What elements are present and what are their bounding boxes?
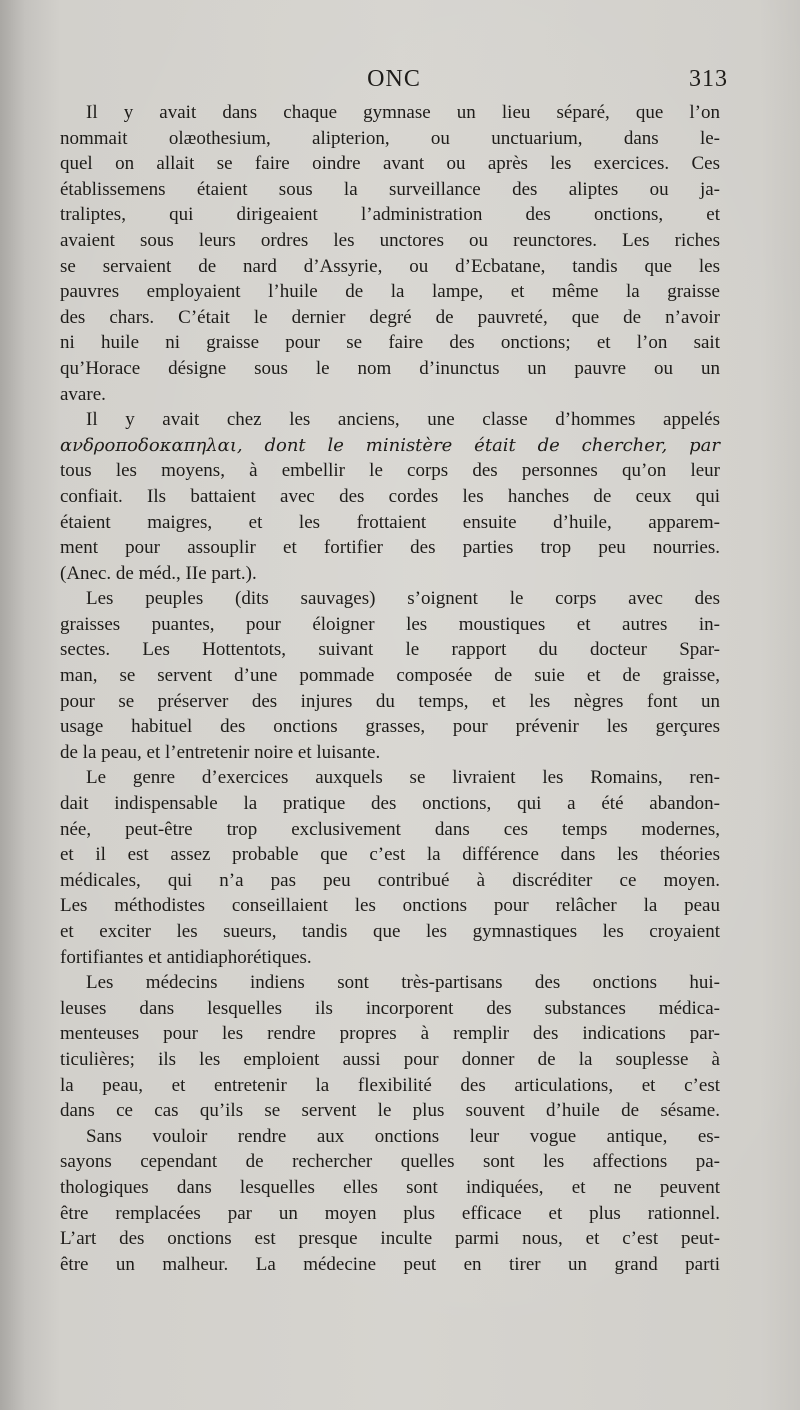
text-line: dait indispensable la pratique des onctions, qui a été abandon- xyxy=(60,793,720,815)
text-line: (Anec. de méd., IIe part.). xyxy=(60,562,257,584)
text-line: qu’Horace désigne sous le nom d’inunctus un pauvre ou un xyxy=(60,357,720,379)
text-line: Il y avait chez les anciens, une classe d’hommes appelés xyxy=(86,409,720,431)
text-line: thologiques dans lesquelles elles sont indiquées, et ne peuvent xyxy=(60,1176,720,1198)
text-line: établissemens étaient sous la surveillance des aliptes ou ja- xyxy=(60,178,720,200)
text-line: ment pour assouplir et fortifier des parties trop peu nourries. xyxy=(60,537,720,559)
text-line: avaient sous leurs ordres les unctores ou reunctores. Les riches xyxy=(60,229,720,251)
text-line: dans ce cas qu’ils se servent le plus souvent d’huile de sésame. xyxy=(60,1100,720,1122)
text-line: Sans vouloir rendre aux onctions leur vogue antique, es- xyxy=(86,1125,720,1147)
text-line: de la peau, et l’entretenir noire et luisante. xyxy=(60,741,381,763)
text-line: menteuses pour les rendre propres à remplir des indications par- xyxy=(60,1023,720,1045)
text-line: née, peut-être trop exclusivement dans ces temps modernes, xyxy=(60,818,720,840)
text-line: graisses puantes, pour éloigner les moustiques et autres in- xyxy=(60,613,720,635)
text-line: Il y avait dans chaque gymnase un lieu séparé, que l’on xyxy=(86,102,720,123)
text-line: Le genre d’exercices auxquels se livraient les Romains, ren- xyxy=(86,767,720,789)
text-line: L’art des onctions est presque inculte parmi nous, et c’est peut- xyxy=(60,1228,720,1250)
text-line: et exciter les sueurs, tandis que les gymnastiques les croyaient xyxy=(60,921,720,942)
text-line: pour se préserver des injures du temps, et les nègres font un xyxy=(60,690,720,712)
text-line: ni huile ni graisse pour se faire des onctions; et l’on sait xyxy=(60,332,720,354)
text-line: la peau, et entretenir la flexibilité des articulations, et c’est xyxy=(60,1074,720,1096)
text-line: des chars. C’était le dernier degré de pauvreté, que de n’avoir xyxy=(60,306,720,328)
text-line: Les méthodistes conseillaient les onctions pour relâcher la peau xyxy=(60,895,720,917)
text-line: sayons cependant de rechercher quelles sont les affections pa- xyxy=(60,1151,720,1173)
page-number: 313 xyxy=(689,66,728,92)
text-line: se servaient de nard d’Assyrie, ou d’Ecbatane, tandis que les xyxy=(60,255,720,277)
text-line: quel on allait se faire oindre avant ou après les exercices. Ces xyxy=(60,153,720,175)
page-header xyxy=(60,66,728,96)
text-line: ticulières; ils les emploient aussi pour donner de la souplesse à xyxy=(60,1048,720,1070)
text-line: Les médecins indiens sont très-partisans des onctions hui- xyxy=(86,972,720,994)
text-line: confiait. Ils battaient avec des cordes les hanches de ceux qui xyxy=(60,485,720,507)
text-line: être un malheur. La médecine peut en tirer un grand parti xyxy=(60,1253,720,1275)
text-line: man, se servent d’une pommade composée de suie et de graisse, xyxy=(60,665,720,687)
text-line: avare. xyxy=(60,383,106,405)
text-line: étaient maigres, et les frottaient ensuite d’huile, apparem- xyxy=(60,511,720,533)
text-line: pauvres employaient l’huile de la lampe, et même la graisse xyxy=(60,281,720,303)
text-line: médicales, qui n’a pas peu contribué à discréditer ce moyen. xyxy=(60,869,720,891)
text-line: leuses dans lesquelles ils incorporent des substances médica- xyxy=(60,997,720,1019)
text-line: fortifiantes et antidiaphorétiques. xyxy=(60,946,312,968)
text-line: ανδροποδοκαπηλαι, dont le ministère était de chercher, par xyxy=(60,434,720,456)
text-line: être remplacées par un moyen plus efficace et plus rationnel. xyxy=(60,1202,720,1224)
text-line: usage habituel des onctions grasses, pour prévenir les gerçures xyxy=(60,716,720,738)
body-text xyxy=(60,100,720,1277)
text-line: et il est assez probable que c’est la différence dans les théories xyxy=(60,844,720,866)
text-line: Les peuples (dits sauvages) s’oignent le corps avec des xyxy=(86,588,720,610)
text-line: sectes. Les Hottentots, suivant le rapport du docteur Spar- xyxy=(60,639,720,661)
text-line: nommait olæothesium, alipterion, ou unctuarium, dans le- xyxy=(60,127,720,149)
text-line: tous les moyens, à embellir le corps des personnes qu’on leur xyxy=(60,460,720,482)
text-line: traliptes, qui dirigeaient l’administration des onctions, et xyxy=(60,204,720,226)
running-head: ONC xyxy=(367,66,421,92)
